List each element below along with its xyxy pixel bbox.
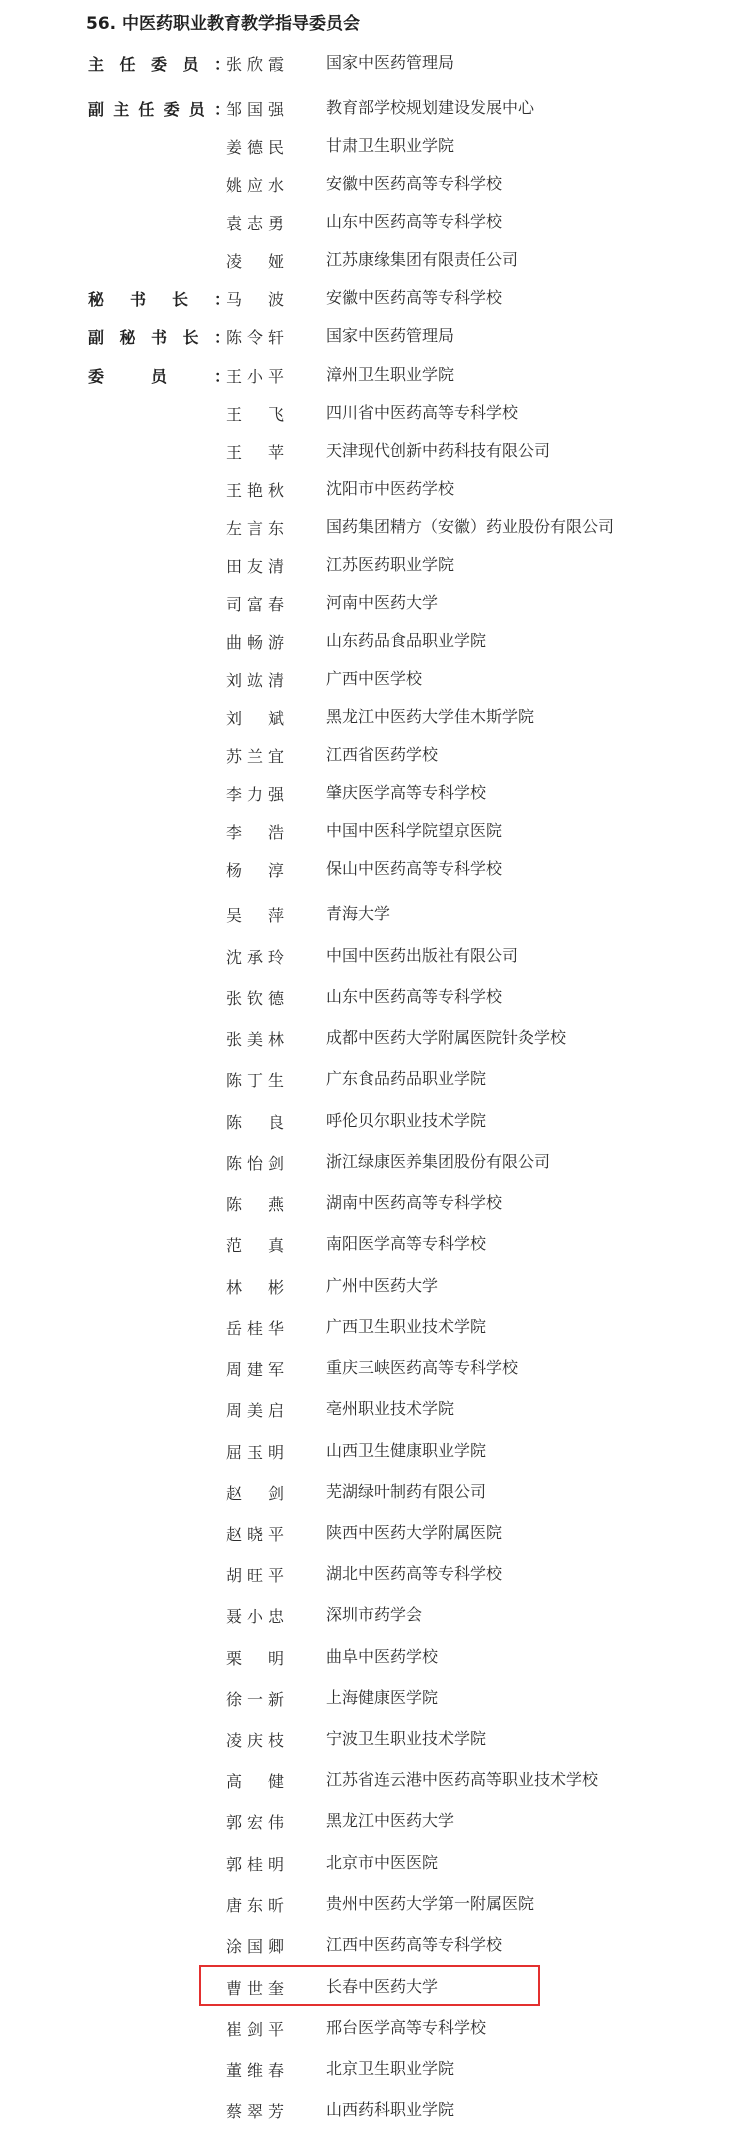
member-organization: 河南中医药大学: [326, 593, 439, 612]
member-organization: 广东食品药品职业学院: [326, 1069, 487, 1088]
member-name: 陈 怡 剑: [226, 1153, 284, 1173]
member-name: 曹 世 奎: [226, 1978, 284, 1998]
member-name: 杨 淳: [226, 860, 284, 880]
member-name: 高 健: [226, 1771, 284, 1791]
member-name: 徐 一 新: [226, 1689, 284, 1709]
member-organization: 山西药科职业学院: [326, 2100, 455, 2119]
member-name: 聂 小 忠: [226, 1606, 284, 1626]
member-name: 沈 承 玲: [226, 947, 284, 967]
member-organization: 呼伦贝尔职业技术学院: [326, 1111, 487, 1130]
role-label: 副 秘 书 长 ：: [88, 327, 230, 347]
member-name: 郭 桂 明: [226, 1854, 284, 1874]
member-name: 刘 斌: [226, 708, 284, 728]
member-name: 林 彬: [226, 1277, 284, 1297]
highlight-box: [199, 1965, 540, 2006]
member-name: 崔 剑 平: [226, 2019, 284, 2039]
role-label: 委 员 ：: [88, 366, 230, 386]
member-name: 左 言 东: [226, 518, 284, 538]
member-name: 岳 桂 华: [226, 1318, 284, 1338]
member-organization: 天津现代创新中药科技有限公司: [326, 441, 551, 460]
member-name: 赵 晓 平: [226, 1524, 284, 1544]
member-organization: 曲阜中医药学校: [326, 1647, 439, 1666]
member-name: 陈 丁 生: [226, 1070, 284, 1090]
member-organization: 广西卫生职业技术学院: [326, 1317, 487, 1336]
member-name: 郭 宏 伟: [226, 1812, 284, 1832]
role-label: 副 主 任 委 员 ：: [88, 99, 230, 119]
member-name: 蔡 翠 芳: [226, 2101, 284, 2121]
member-organization: 长春中医药大学: [326, 1977, 439, 1996]
member-organization: 陕西中医药大学附属医院: [326, 1523, 503, 1542]
member-name: 赵 剑: [226, 1483, 284, 1503]
member-organization: 贵州中医药大学第一附属医院: [326, 1894, 535, 1913]
member-organization: 湖南中医药高等专科学校: [326, 1193, 503, 1212]
member-organization: 甘肃卫生职业学院: [326, 136, 455, 155]
member-organization: 中国中医科学院望京医院: [326, 821, 503, 840]
member-name: 田 友 清: [226, 556, 284, 576]
member-name: 胡 旺 平: [226, 1565, 284, 1585]
member-name: 马 波: [226, 289, 284, 309]
member-name: 周 美 启: [226, 1400, 284, 1420]
member-name: 李 浩: [226, 822, 284, 842]
role-label: 秘 书 长 ：: [88, 289, 230, 309]
member-name: 王 飞: [226, 404, 284, 424]
member-organization: 深圳市药学会: [326, 1605, 423, 1624]
member-organization: 四川省中医药高等专科学校: [326, 403, 519, 422]
member-name: 王 小 平: [226, 366, 284, 386]
member-name: 张 钦 德: [226, 988, 284, 1008]
role-label: 主 任 委 员 ：: [88, 54, 230, 74]
member-name: 董 维 春: [226, 2060, 284, 2080]
member-organization: 沈阳市中医药学校: [326, 479, 455, 498]
member-organization: 江苏省连云港中医药高等职业技术学校: [326, 1770, 599, 1789]
member-organization: 成都中医药大学附属医院针灸学校: [326, 1028, 567, 1047]
member-organization: 安徽中医药高等专科学校: [326, 288, 503, 307]
member-name: 李 力 强: [226, 784, 284, 804]
member-organization: 保山中医药高等专科学校: [326, 859, 503, 878]
member-name: 陈 令 轩: [226, 327, 284, 347]
member-name: 唐 东 昕: [226, 1895, 284, 1915]
member-name: 吴 萍: [226, 905, 284, 925]
member-organization: 山西卫生健康职业学院: [326, 1441, 487, 1460]
member-organization: 北京卫生职业学院: [326, 2059, 455, 2078]
member-organization: 漳州卫生职业学院: [326, 365, 455, 384]
member-organization: 黑龙江中医药大学佳木斯学院: [326, 707, 535, 726]
member-organization: 浙江绿康医养集团股份有限公司: [326, 1152, 551, 1171]
member-organization: 国药集团精方（安徽）药业股份有限公司: [326, 517, 615, 536]
member-organization: 重庆三峡医药高等专科学校: [326, 1358, 519, 1377]
member-organization: 教育部学校规划建设发展中心: [326, 98, 535, 117]
member-name: 栗 明: [226, 1648, 284, 1668]
member-organization: 黑龙江中医药大学: [326, 1811, 455, 1830]
member-name: 王 艳 秋: [226, 480, 284, 500]
member-name: 周 建 军: [226, 1359, 284, 1379]
member-name: 陈 良: [226, 1112, 284, 1132]
member-name: 屈 玉 明: [226, 1442, 284, 1462]
member-organization: 邢台医学高等专科学校: [326, 2018, 487, 2037]
member-organization: 山东中医药高等专科学校: [326, 987, 503, 1006]
member-name: 刘 竑 清: [226, 670, 284, 690]
member-name: 王 苹: [226, 442, 284, 462]
member-organization: 山东中医药高等专科学校: [326, 212, 503, 231]
member-organization: 上海健康医学院: [326, 1688, 439, 1707]
member-organization: 江苏医药职业学院: [326, 555, 455, 574]
member-organization: 芜湖绿叶制药有限公司: [326, 1482, 487, 1501]
member-name: 司 富 春: [226, 594, 284, 614]
member-organization: 江西省医药学校: [326, 745, 439, 764]
member-organization: 广西中医学校: [326, 669, 423, 688]
member-name: 张 欣 霞: [226, 54, 284, 74]
member-organization: 宁波卫生职业技术学院: [326, 1729, 487, 1748]
member-organization: 国家中医药管理局: [326, 53, 455, 72]
member-name: 姚 应 水: [226, 175, 284, 195]
member-name: 涂 国 卿: [226, 1936, 284, 1956]
member-organization: 安徽中医药高等专科学校: [326, 174, 503, 193]
member-organization: 国家中医药管理局: [326, 326, 455, 345]
member-name: 陈 燕: [226, 1194, 284, 1214]
member-name: 袁 志 勇: [226, 213, 284, 233]
member-name: 张 美 林: [226, 1029, 284, 1049]
member-name: 凌 庆 枝: [226, 1730, 284, 1750]
page-title: 56. 中医药职业教育教学指导委员会: [86, 14, 361, 34]
member-name: 凌 娅: [226, 251, 284, 271]
member-name: 曲 畅 游: [226, 632, 284, 652]
member-name: 邹 国 强: [226, 99, 284, 119]
member-organization: 南阳医学高等专科学校: [326, 1234, 487, 1253]
member-name: 范 真: [226, 1235, 284, 1255]
member-name: 姜 德 民: [226, 137, 284, 157]
member-organization: 湖北中医药高等专科学校: [326, 1564, 503, 1583]
member-name: 苏 兰 宜: [226, 746, 284, 766]
member-organization: 青海大学: [326, 904, 391, 923]
member-organization: 中国中医药出版社有限公司: [326, 946, 519, 965]
member-organization: 亳州职业技术学院: [326, 1399, 455, 1418]
member-organization: 江西中医药高等专科学校: [326, 1935, 503, 1954]
member-organization: 肇庆医学高等专科学校: [326, 783, 487, 802]
member-organization: 江苏康缘集团有限责任公司: [326, 250, 519, 269]
member-organization: 北京市中医医院: [326, 1853, 439, 1872]
member-organization: 广州中医药大学: [326, 1276, 439, 1295]
member-organization: 山东药品食品职业学院: [326, 631, 487, 650]
